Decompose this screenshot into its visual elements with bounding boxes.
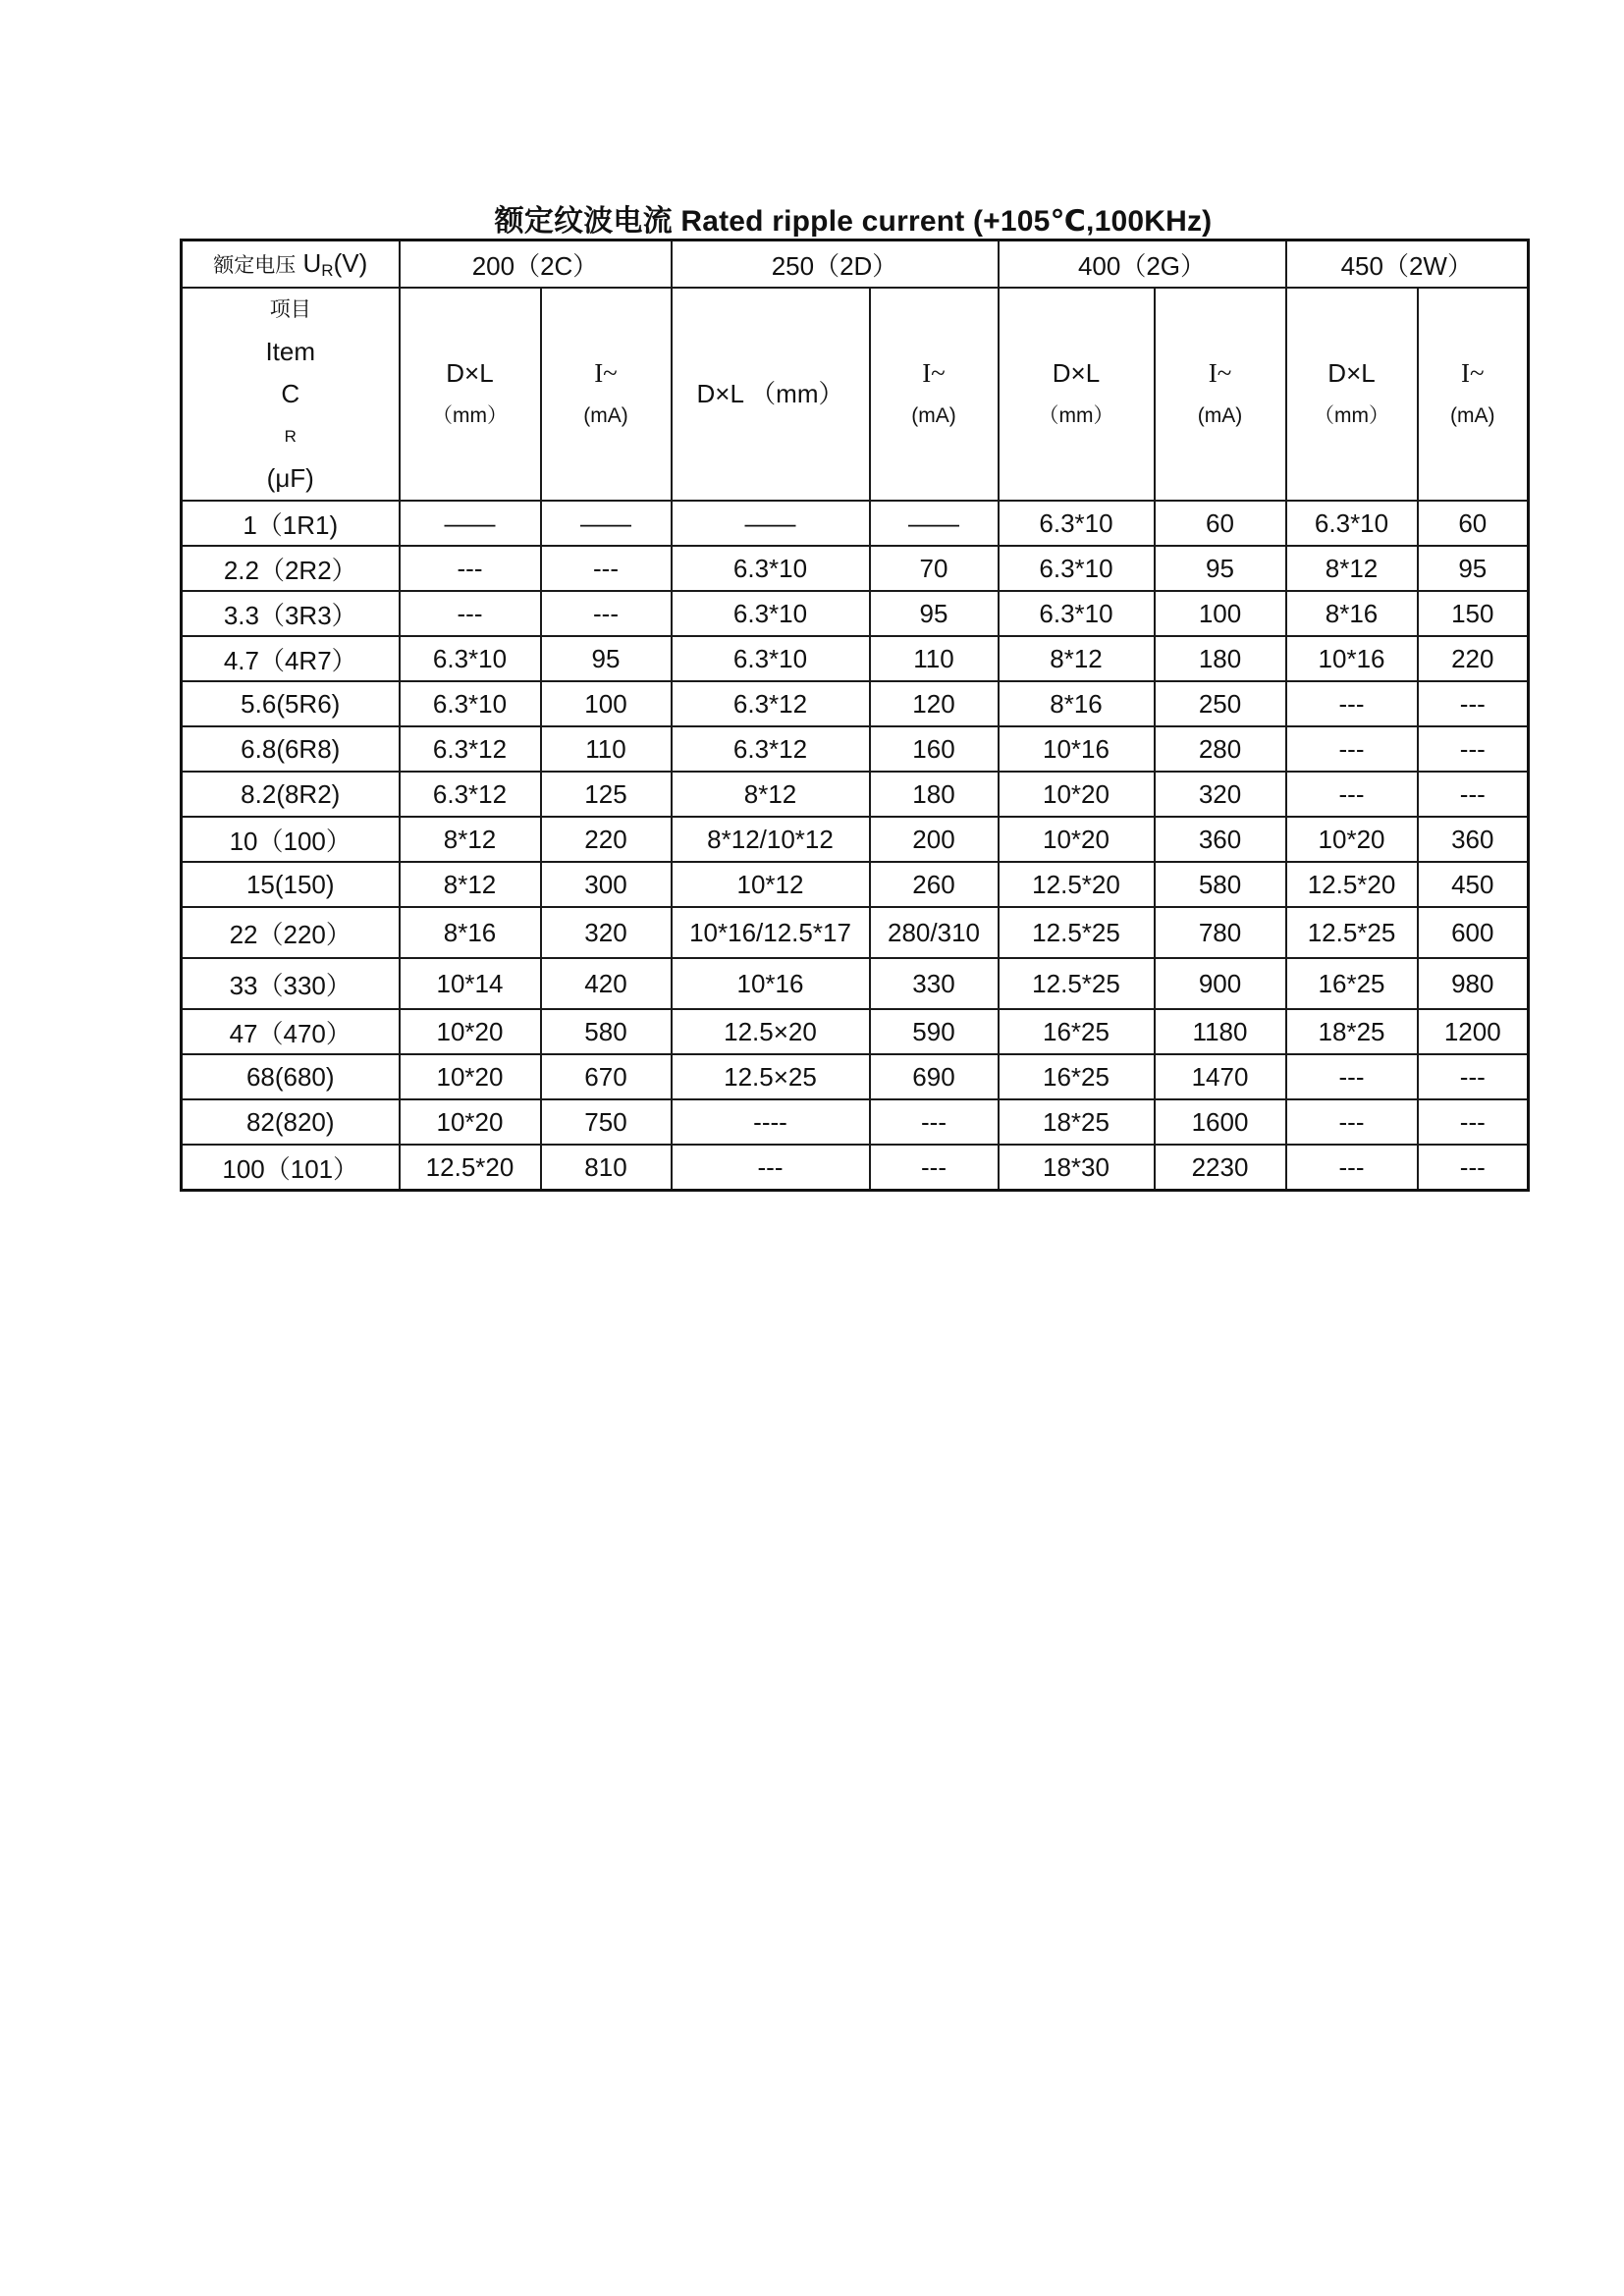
- cell-size-200: ——: [400, 501, 541, 546]
- cell-size-450: 10*20: [1286, 817, 1418, 862]
- cell-size-400: 8*12: [999, 636, 1155, 681]
- cell-ripple-200: ——: [541, 501, 672, 546]
- cell-size-450: 12.5*20: [1286, 862, 1418, 907]
- cell-ripple-250: 690: [870, 1054, 999, 1099]
- cell-size-250: 8*12/10*12: [672, 817, 870, 862]
- cell-size-200: 12.5*20: [400, 1145, 541, 1191]
- table-row: [182, 501, 1529, 546]
- cell-capacitance: 2.2（2R2）: [182, 546, 400, 591]
- cell-ripple-200: 300: [541, 862, 672, 907]
- cell-size-400: 10*16: [999, 726, 1155, 772]
- cell-ripple-400: 320: [1155, 772, 1286, 817]
- cell-ripple-250: 260: [870, 862, 999, 907]
- cell-size-250: 6.3*10: [672, 636, 870, 681]
- cell-ripple-250: 95: [870, 591, 999, 636]
- header-row-voltage: [182, 240, 1529, 289]
- cell-size-450: 10*16: [1286, 636, 1418, 681]
- voltage-label-suffix: (V): [333, 247, 368, 278]
- voltage-label-u: U: [302, 247, 322, 278]
- cell-capacitance: 68(680): [182, 1054, 400, 1099]
- cell-size-400: 6.3*10: [999, 501, 1155, 546]
- cell-size-200: 10*20: [400, 1099, 541, 1145]
- cell-size-400: 16*25: [999, 1009, 1155, 1054]
- cell-capacitance: 82(820): [182, 1099, 400, 1145]
- cell-size-250: 6.3*12: [672, 726, 870, 772]
- cell-size-400: 6.3*10: [999, 546, 1155, 591]
- cell-ripple-400: 100: [1155, 591, 1286, 636]
- cell-size-400: 10*20: [999, 772, 1155, 817]
- cell-size-450: ---: [1286, 772, 1418, 817]
- table-row: [182, 681, 1529, 726]
- cell-ripple-450: 360: [1418, 817, 1529, 862]
- cell-ripple-400: 60: [1155, 501, 1286, 546]
- cell-size-200: ---: [400, 591, 541, 636]
- table-row: [182, 1145, 1529, 1191]
- cell-capacitance: 5.6(5R6): [182, 681, 400, 726]
- cell-ripple-200: 320: [541, 907, 672, 958]
- cell-ripple-450: ---: [1418, 681, 1529, 726]
- cell-size-250: 12.5×25: [672, 1054, 870, 1099]
- cell-ripple-400: 900: [1155, 958, 1286, 1009]
- cell-ripple-200: 670: [541, 1054, 672, 1099]
- cell-size-400: 8*16: [999, 681, 1155, 726]
- cap-label-suffix: (μF): [266, 463, 314, 493]
- cell-capacitance: 22（220）: [182, 907, 400, 958]
- cell-ripple-250: ---: [870, 1099, 999, 1145]
- cell-size-450: 16*25: [1286, 958, 1418, 1009]
- cell-ripple-250: 280/310: [870, 907, 999, 958]
- cell-ripple-400: 360: [1155, 817, 1286, 862]
- cell-size-250: 10*16/12.5*17: [672, 907, 870, 958]
- cell-ripple-200: 110: [541, 726, 672, 772]
- cell-ripple-250: 160: [870, 726, 999, 772]
- cell-size-450: 8*12: [1286, 546, 1418, 591]
- cell-ripple-400: 580: [1155, 862, 1286, 907]
- cell-size-450: 18*25: [1286, 1009, 1418, 1054]
- dxl-header-450: D×L （mm）: [1286, 288, 1418, 501]
- table-row: [182, 1009, 1529, 1054]
- cell-size-200: 8*12: [400, 817, 541, 862]
- cell-size-400: 18*25: [999, 1099, 1155, 1145]
- cell-ripple-450: 450: [1418, 862, 1529, 907]
- voltage-header-400: 400（2G）: [999, 240, 1286, 289]
- cell-capacitance: 33（330）: [182, 958, 400, 1009]
- cell-size-450: ---: [1286, 1054, 1418, 1099]
- cell-ripple-200: 220: [541, 817, 672, 862]
- cell-size-250: 6.3*10: [672, 591, 870, 636]
- cell-ripple-200: 95: [541, 636, 672, 681]
- voltage-label-sub: R: [321, 260, 334, 280]
- cell-size-400: 10*20: [999, 817, 1155, 862]
- cell-size-200: 6.3*12: [400, 726, 541, 772]
- item-label-cell: [182, 288, 400, 501]
- cell-size-450: ---: [1286, 681, 1418, 726]
- cell-ripple-200: 810: [541, 1145, 672, 1191]
- cell-size-200: 6.3*12: [400, 772, 541, 817]
- cell-size-400: 12.5*20: [999, 862, 1155, 907]
- table-row: [182, 546, 1529, 591]
- cell-size-450: 12.5*25: [1286, 907, 1418, 958]
- cell-capacitance: 3.3（3R3）: [182, 591, 400, 636]
- cell-size-250: 8*12: [672, 772, 870, 817]
- cell-capacitance: 47（470）: [182, 1009, 400, 1054]
- cell-size-200: 8*12: [400, 862, 541, 907]
- cell-ripple-400: 1470: [1155, 1054, 1286, 1099]
- cell-ripple-200: ---: [541, 546, 672, 591]
- cell-capacitance: 15(150): [182, 862, 400, 907]
- cell-ripple-250: ---: [870, 1145, 999, 1191]
- cell-ripple-450: ---: [1418, 1099, 1529, 1145]
- cell-ripple-400: 1180: [1155, 1009, 1286, 1054]
- cell-ripple-200: 420: [541, 958, 672, 1009]
- cell-ripple-450: 980: [1418, 958, 1529, 1009]
- table-row: [182, 862, 1529, 907]
- cell-size-200: 8*16: [400, 907, 541, 958]
- cell-size-250: ---: [672, 1145, 870, 1191]
- cell-ripple-250: 110: [870, 636, 999, 681]
- cell-size-450: 6.3*10: [1286, 501, 1418, 546]
- table-row: [182, 591, 1529, 636]
- voltage-header-200: 200（2C）: [400, 240, 672, 289]
- cell-size-250: 6.3*12: [672, 681, 870, 726]
- cell-ripple-250: ——: [870, 501, 999, 546]
- dxl-header-250: D×L （mm）: [672, 288, 870, 501]
- cell-ripple-400: 180: [1155, 636, 1286, 681]
- cap-label-sub: R: [284, 427, 297, 446]
- cell-size-450: ---: [1286, 1145, 1418, 1191]
- cell-size-450: 8*16: [1286, 591, 1418, 636]
- cell-ripple-200: 100: [541, 681, 672, 726]
- voltage-header-250: 250（2D）: [672, 240, 999, 289]
- voltage-label-prefix: 额定电压: [213, 253, 297, 277]
- cell-ripple-250: 590: [870, 1009, 999, 1054]
- cell-size-200: 10*20: [400, 1009, 541, 1054]
- cell-size-250: ——: [672, 501, 870, 546]
- cell-ripple-450: 60: [1418, 501, 1529, 546]
- table-row: [182, 817, 1529, 862]
- table-title: 额定纹波电流 Rated ripple current (+105℃,100KHz): [494, 205, 1213, 238]
- il-header-200: I~ (mA): [541, 288, 672, 501]
- cell-size-450: ---: [1286, 726, 1418, 772]
- cell-ripple-400: 280: [1155, 726, 1286, 772]
- table-row: [182, 907, 1529, 958]
- cell-size-400: 16*25: [999, 1054, 1155, 1099]
- cell-size-250: 10*12: [672, 862, 870, 907]
- dxl-header-400: D×L （mm）: [999, 288, 1155, 501]
- cell-ripple-450: ---: [1418, 1054, 1529, 1099]
- cell-capacitance: 10（100）: [182, 817, 400, 862]
- ripple-current-table: [180, 239, 1530, 1192]
- cell-ripple-450: 95: [1418, 546, 1529, 591]
- dxl-header-200: D×L （mm）: [400, 288, 541, 501]
- table-row: [182, 1054, 1529, 1099]
- cell-capacitance: 6.8(6R8): [182, 726, 400, 772]
- cell-ripple-450: ---: [1418, 772, 1529, 817]
- cell-ripple-450: 150: [1418, 591, 1529, 636]
- cell-ripple-200: ---: [541, 591, 672, 636]
- voltage-label-cell: [182, 240, 400, 289]
- cell-size-250: 10*16: [672, 958, 870, 1009]
- cell-ripple-200: 750: [541, 1099, 672, 1145]
- cell-ripple-250: 70: [870, 546, 999, 591]
- il-header-250: I~ (mA): [870, 288, 999, 501]
- cell-ripple-450: 1200: [1418, 1009, 1529, 1054]
- cell-ripple-400: 250: [1155, 681, 1286, 726]
- cell-ripple-400: 2230: [1155, 1145, 1286, 1191]
- cell-capacitance: 4.7（4R7）: [182, 636, 400, 681]
- table-row: [182, 1099, 1529, 1145]
- cell-size-200: 10*14: [400, 958, 541, 1009]
- table-row: [182, 772, 1529, 817]
- cell-size-200: ---: [400, 546, 541, 591]
- cell-ripple-250: 180: [870, 772, 999, 817]
- il-header-400: I~ (mA): [1155, 288, 1286, 501]
- cell-size-200: 6.3*10: [400, 681, 541, 726]
- cell-ripple-250: 200: [870, 817, 999, 862]
- item-label-prefix: 项目: [269, 298, 311, 321]
- cell-capacitance: 100（101）: [182, 1145, 400, 1191]
- cell-capacitance: 1（1R1): [182, 501, 400, 546]
- cell-ripple-400: 95: [1155, 546, 1286, 591]
- cell-ripple-450: 220: [1418, 636, 1529, 681]
- cap-label-c: C: [281, 379, 300, 408]
- table-row: [182, 636, 1529, 681]
- cell-size-200: 6.3*10: [400, 636, 541, 681]
- item-label: Item: [265, 337, 316, 366]
- cell-ripple-250: 120: [870, 681, 999, 726]
- il-header-450: I~ (mA): [1418, 288, 1529, 501]
- cell-ripple-200: 125: [541, 772, 672, 817]
- cell-capacitance: 8.2(8R2): [182, 772, 400, 817]
- cell-ripple-250: 330: [870, 958, 999, 1009]
- cell-ripple-400: 1600: [1155, 1099, 1286, 1145]
- cell-size-400: 12.5*25: [999, 958, 1155, 1009]
- cell-ripple-450: ---: [1418, 726, 1529, 772]
- cell-ripple-200: 580: [541, 1009, 672, 1054]
- cell-size-250: 6.3*10: [672, 546, 870, 591]
- voltage-header-450: 450（2W）: [1286, 240, 1529, 289]
- cell-size-450: ---: [1286, 1099, 1418, 1145]
- cell-ripple-450: 600: [1418, 907, 1529, 958]
- cell-ripple-400: 780: [1155, 907, 1286, 958]
- table-row: [182, 958, 1529, 1009]
- cell-size-200: 10*20: [400, 1054, 541, 1099]
- cell-ripple-450: ---: [1418, 1145, 1529, 1191]
- cell-size-400: 6.3*10: [999, 591, 1155, 636]
- cell-size-250: ----: [672, 1099, 870, 1145]
- table-row: [182, 726, 1529, 772]
- cell-size-400: 18*30: [999, 1145, 1155, 1191]
- cell-size-400: 12.5*25: [999, 907, 1155, 958]
- cell-size-250: 12.5×20: [672, 1009, 870, 1054]
- header-row-units: [182, 288, 1529, 501]
